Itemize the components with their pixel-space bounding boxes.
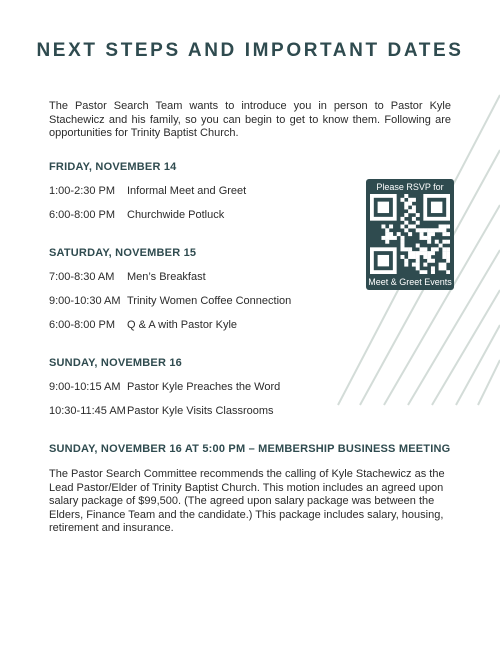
event-row <box>49 271 206 283</box>
event-row <box>49 381 280 393</box>
intro-paragraph: The Pastor Search Team wants to introduce you in person to Pastor Kyle Stachewicz and his family, so you can begin to get to know them. Following are opportunities for Trinity Baptist Church. <box>49 100 451 139</box>
event-row <box>49 405 274 417</box>
event-label: Pastor Kyle Visits Classrooms <box>127 405 274 417</box>
event-row <box>49 209 224 221</box>
event-label: Q & A with Pastor Kyle <box>127 319 238 331</box>
qr-top-label: Please RSVP for <box>376 182 444 192</box>
saturday-heading: SATURDAY, NOVEMBER 15 <box>49 247 197 259</box>
closing-paragraph: The Pastor Search Committee recommends the calling of Kyle Stachewicz as the Lead Pastor/Elder of Trinity Baptist Church. This motion includes an agreed upon salary package of $99,500. (The agreed upon salary package was between the Elders, Finance Team and the candidate.) This package includes salary, housing, retirement and insurance. <box>49 468 445 534</box>
event-row <box>49 319 237 331</box>
page-title: NEXT STEPS AND IMPORTANT DATES <box>36 40 464 61</box>
event-row <box>49 295 291 307</box>
qr-bottom-label: Meet & Greet Events <box>368 277 452 287</box>
event-label: Pastor Kyle Preaches the Word <box>127 381 281 393</box>
friday-heading: FRIDAY, NOVEMBER 14 <box>49 161 177 173</box>
event-time: 9:00-10:15 AM <box>49 381 121 393</box>
event-time: 6:00-8:00 PM <box>49 209 116 221</box>
event-label: Men’s Breakfast <box>127 271 206 283</box>
event-time: 6:00-8:00 PM <box>49 319 116 331</box>
meeting-heading: SUNDAY, NOVEMBER 16 AT 5:00 PM – MEMBERSHIP BUSINESS MEETING <box>49 443 451 455</box>
qr-code-icon[interactable] <box>370 194 450 274</box>
event-row <box>49 185 246 197</box>
event-label: Informal Meet and Greet <box>127 185 247 197</box>
event-time: 1:00-2:30 PM <box>49 185 116 197</box>
event-label: Trinity Women Coffee Connection <box>127 295 292 307</box>
rsvp-qr-card[interactable] <box>366 179 454 290</box>
event-time: 10:30-11:45 AM <box>49 405 126 417</box>
sunday-heading: SUNDAY, NOVEMBER 16 <box>49 357 182 369</box>
event-time: 9:00-10:30 AM <box>49 295 121 307</box>
event-label: Churchwide Potluck <box>127 209 225 221</box>
event-time: 7:00-8:30 AM <box>49 271 115 283</box>
